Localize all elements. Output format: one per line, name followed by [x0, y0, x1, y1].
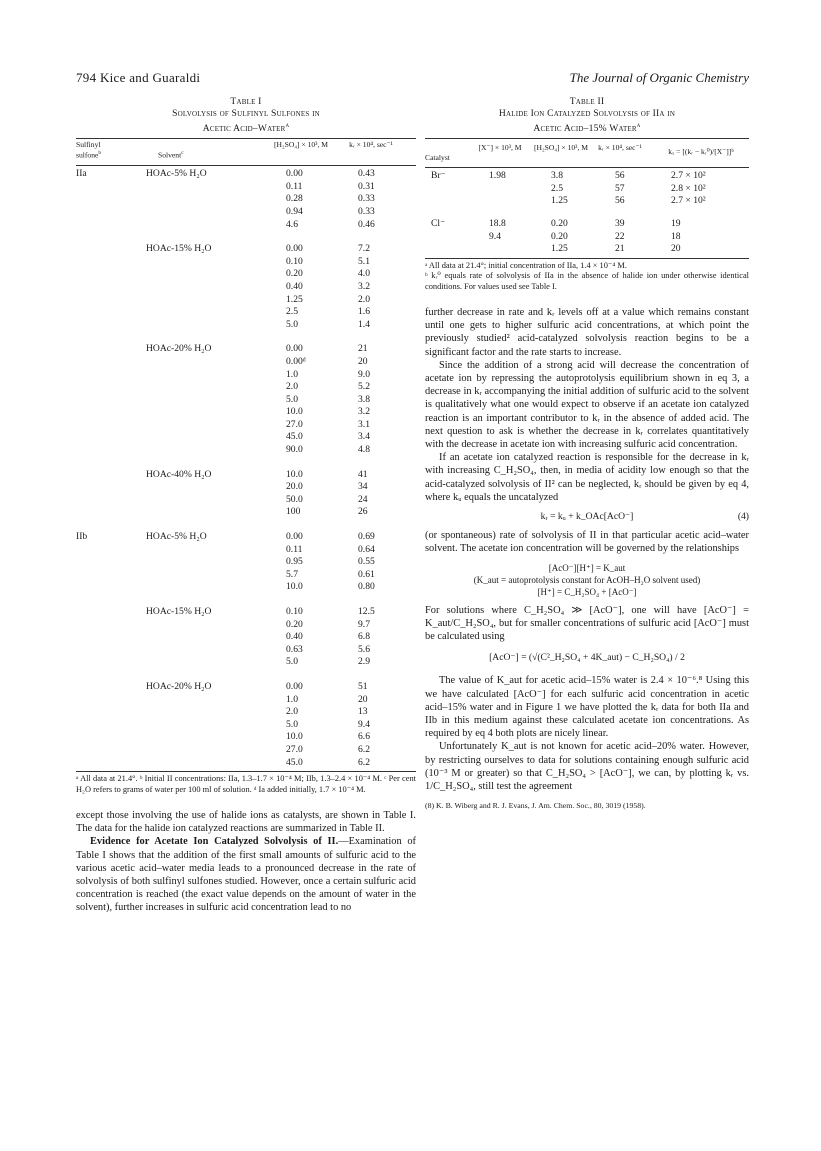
table1-cell-acid: 90.0: [286, 444, 303, 456]
table1-row: [76, 581, 416, 594]
right-paragraph-7: Unfortunately K_aut is not known for acetic acid–20% water. However, by restricting ourselves to data for solutions containing enough sulfuric acid (10⁻³ M or greater) so that C_H₂SO₄ > [AcO⁻], we can, by plotting kᵣ vs. 1/C_H₂SO₄, still test the agreement: [425, 741, 749, 793]
table1-cell-rate: 3.1: [358, 418, 370, 430]
right-paragraph-5: For solutions where C_H₂SO₄ ≫ [AcO⁻], one will have [AcO⁻] = K_aut/C_H₂SO₄, but for smaller concentrations of sulfuric acid [AcO⁻] must be calculated using: [425, 604, 749, 643]
table1-cell-acid: 0.11: [286, 180, 303, 192]
table1-cell-rate: 4.8: [358, 444, 370, 456]
table2-row: [425, 170, 749, 183]
table2-cell-rate: 56: [615, 195, 625, 207]
table1-header-solvent: Solvent: [158, 150, 182, 160]
table1-cell-acid: 10.0: [286, 581, 303, 593]
table1-cell-acid: 0.00ᵈ: [286, 355, 306, 367]
left-paragraph-2: —Examination of Table I shows that the addition of the first small amounts of sulfuric acid to the various acetic acid–water media leads to a pronounced decrease in the rate of solvolysis of both sulfinyl sulfones studied. However, once a certain sulfuric acid concentration is reached (the exact value depends on the amount of water in the solvent), further increases in sulfuric acid concentration lead to no: [76, 836, 417, 914]
table1-cell-acid: 20.0: [286, 481, 303, 493]
table1-cell-acid: 0.10: [286, 606, 303, 617]
table1-header-rule: [76, 165, 416, 166]
table1-cell-rate: 1.4: [358, 318, 370, 330]
table1-cell-acid: 50.0: [286, 493, 303, 505]
table2-cell-kx: 2.8 × 10²: [671, 182, 706, 194]
table1-row: [76, 681, 416, 694]
table2-cell-rate: 57: [615, 182, 625, 194]
table2-label: Table II: [569, 96, 605, 107]
table1-cell-rate: 0.69: [358, 531, 375, 543]
table1-row: [76, 181, 416, 194]
right-paragraph-2: Since the addition of a strong acid will decrease the concentration of acetate ion by repressing the autoprotolysis equilibrium shown in eq 3, a decrease in kᵣ accompanying the initial addition of sulfuric acid to the solvent is qualitatively what one would expect to observe if an acetate ion catalyzed reaction is an important contributor to kᵣ in the absence of added acid. The next question to ask is whether the decrease in kᵣ correlates quantitatively with the decrease in acetate ion with increasing sulfuric acid concentration.: [425, 359, 749, 450]
table1-cell-acid: 0.95: [286, 556, 303, 568]
table1-cell-rate: 0.46: [358, 218, 375, 230]
table1-cell-acid: 27.0: [286, 418, 303, 430]
table1-cell-acid: 0.00: [286, 243, 303, 255]
right-body-text: [425, 306, 749, 793]
table1-row: [76, 281, 416, 294]
table2-footnote-a: ᵃ All data at 21.4°; initial concentration of IIa, 1.4 × 10⁻⁴ M.: [425, 260, 627, 270]
table1-cell-rate: 13: [358, 706, 368, 718]
table1-title-line1: Solvolysis of Sulfinyl Sulfones in: [172, 108, 320, 119]
table1-cell-acid: 0.20: [286, 268, 303, 280]
table1-cell-acid: 0.00: [286, 343, 303, 355]
table2-header-rule: [425, 167, 749, 168]
section-heading: Evidence for Acetate Ion Catalyzed Solvolysis of II.: [90, 836, 339, 848]
table1-row: [76, 381, 416, 394]
equation-6: [AcO⁻] = (√(C²_H₂SO₄ + 4K_aut) − C_H₂SO₄) / 2: [489, 652, 685, 664]
table1-row: [76, 694, 416, 707]
table2-cell-x: 1.98: [489, 170, 506, 182]
table1-cell-acid: 2.0: [286, 706, 298, 718]
table1-cell-acid: 5.7: [286, 568, 298, 580]
table2-cell-x: 9.4: [489, 230, 501, 242]
table1-cell-rate: 51: [358, 680, 368, 692]
left-paragraph-1: except those involving the use of halide ions as catalysts, are shown in Table I. The data for the halide ion catalyzed reactions are summarized in Table II.: [76, 809, 416, 835]
table1-row: [76, 731, 416, 744]
table1-row: [76, 206, 416, 219]
table1-cell-solvent: HOAc-5% H₂O: [146, 168, 207, 180]
equation-4-body: kᵣ = kᵤ + k_OAc[AcO⁻]: [540, 511, 634, 523]
table1-row: [76, 744, 416, 757]
table1-cell-rate: 3.2: [358, 406, 370, 418]
table1-header-acid: [H₂SO₄] × 10³, M: [273, 140, 329, 150]
table1-cell-acid: 1.0: [286, 368, 298, 380]
equation-group-5: [425, 562, 749, 598]
table2-row: [425, 243, 749, 256]
table2-cell-acid: 1.25: [551, 243, 568, 255]
running-header-left: 794 Kice and Guaraldi: [76, 70, 201, 85]
table1-cell-rate: 0.31: [358, 180, 375, 192]
left-column: [76, 96, 416, 915]
table1-row: [76, 757, 416, 770]
table1-cell-acid: 10.0: [286, 406, 303, 418]
table1-cell-solvent: HOAc-40% H₂O: [146, 468, 212, 480]
table1-cell-acid: 1.25: [286, 293, 303, 305]
table2-header-kx: kₓ = [(kᵣ − kᵣ⁰)/[X⁻]]ᵇ: [668, 147, 734, 157]
table2-cell-acid: 0.20: [551, 230, 568, 242]
table1-cell-acid: 2.0: [286, 381, 298, 393]
table1-row: [76, 168, 416, 181]
table1-cell-rate: 0.61: [358, 568, 375, 580]
table1-cell-rate: 6.2: [358, 743, 370, 755]
table1-row: [76, 369, 416, 382]
table2-cell-rate: 39: [615, 217, 625, 229]
table2-row: [425, 183, 749, 196]
table1-cell-acid: 0.00: [286, 531, 303, 543]
table1-cell-rate: 24: [358, 493, 368, 505]
table1-cell-rate: 6.8: [358, 631, 370, 643]
table1-cell-acid: 0.40: [286, 631, 303, 643]
table1-cell-rate: 3.8: [358, 393, 370, 405]
table1-row: [76, 481, 416, 494]
table1-row: [76, 469, 416, 482]
table2-cell-kx: 19: [671, 217, 681, 229]
table1-cell-rate: 20: [358, 355, 368, 367]
table2-cell-catalyst: Br⁻: [431, 170, 446, 182]
table1-row: [76, 444, 416, 457]
table2-header-x: [X⁻] × 10³, M: [478, 143, 522, 153]
right-paragraph-1: further decrease in rate and kᵣ levels off at a value which remains constant until one gets to higher sulfuric acid concentrations, at which point the previously studied² acid-catalyzed solvolysis reaction begins to be a significant factor and the rate starts to increase.: [425, 306, 749, 358]
table1-row: [76, 719, 416, 732]
table1-cell-rate: 9.0: [358, 368, 370, 380]
table1-row: [76, 394, 416, 407]
table1-row: [76, 343, 416, 356]
table1-row: [76, 656, 416, 669]
table2-header: [425, 139, 749, 167]
table1-cell-acid: 0.00: [286, 168, 303, 180]
right-paragraph-3: If an acetate ion catalyzed reaction is responsible for the decrease in kᵣ with increasing C_H₂SO₄, then, in media of acidity low enough so that the acid-catalyzed solvolysis of II² can be neglected, kᵣ should be given by eq 4, where kᵤ equals the uncatalyzed: [425, 452, 749, 503]
table1-header-rate: kᵣ × 10⁴, sec⁻¹: [349, 140, 393, 150]
table1-cell-acid: 1.0: [286, 693, 298, 705]
table1-row: [76, 644, 416, 657]
table1-cell-rate: 41: [358, 468, 368, 480]
table1-cell-solvent: HOAc-20% H₂O: [146, 343, 212, 355]
table2-row: [425, 195, 749, 208]
table1-cell-solvent: HOAc-15% H₂O: [146, 606, 212, 617]
table2-cell-kx: 2.7 × 10²: [671, 195, 706, 207]
table1-row: [76, 243, 416, 256]
table1-cell-acid: 45.0: [286, 431, 303, 443]
table1-cell-acid: 27.0: [286, 743, 303, 755]
table1-row: [76, 256, 416, 269]
table2-row: [425, 231, 749, 244]
table1-cell-acid: 0.00: [286, 680, 303, 692]
table1-cell-rate: 4.0: [358, 268, 370, 280]
table1-row: [76, 706, 416, 719]
table1-cell-acid: 10.0: [286, 731, 303, 743]
table1-row: [76, 356, 416, 369]
table1-cell-acid: 100: [286, 506, 301, 518]
table1-cell-acid: 5.0: [286, 318, 298, 330]
table1-cell-rate: 2.9: [358, 656, 370, 668]
right-paragraph-4: (or spontaneous) rate of solvolysis of II in that particular acetic acid–water solvent. The acetate ion concentration will be governed by the relationships: [425, 530, 749, 555]
right-column: [425, 96, 749, 811]
table1-header-solvent-mark: c: [181, 150, 184, 157]
table1-row: [76, 219, 416, 232]
table1-row: [76, 544, 416, 557]
table1-header-sulfone: Sulfinyl sulfone: [76, 140, 101, 160]
table2-title-mark: a: [636, 122, 641, 129]
table1-row: [76, 506, 416, 519]
table2-header-acid: [H₂SO₄] × 10³, M: [533, 143, 589, 153]
table1-cell-acid: 0.28: [286, 193, 303, 205]
table1-cell-acid: 0.94: [286, 205, 303, 217]
table2-cell-catalyst: Cl⁻: [431, 217, 446, 229]
table1-cell-sulfone: IIa: [76, 168, 87, 180]
equation-4-number: (4): [737, 511, 749, 523]
table1-row: [76, 319, 416, 332]
table1-caption: [76, 96, 416, 135]
table2-row: [425, 218, 749, 231]
table1-cell-acid: 0.63: [286, 643, 303, 655]
table1-cell-acid: 0.10: [286, 255, 303, 267]
table1-footnote: ᵃ All data at 21.4°. ᵇ Initial II concentrations: IIa, 1.3–1.7 × 10⁻⁴ M; IIb, 1.3–2.4 × 10⁻⁴ M. ᶜ Per cent H₂O refers to grams of water per 100 ml of solution. ᵈ Ia added initially, 1.7 × 10⁻⁴ M.: [76, 774, 416, 794]
table1-cell-rate: 0.33: [358, 193, 375, 205]
table2-cell-acid: 0.20: [551, 217, 568, 229]
table1-row: [76, 494, 416, 507]
table1-title-mark: a: [285, 122, 290, 129]
table1-cell-rate: 20: [358, 693, 368, 705]
table1-cell-acid: 5.0: [286, 656, 298, 668]
table1-cell-rate: 3.2: [358, 280, 370, 292]
table2-bottom-rule: [425, 258, 749, 259]
table1-cell-sulfone: IIb: [76, 531, 88, 543]
table1-title-line2: Acetic Acid–Water: [202, 123, 286, 135]
equation-4: [425, 510, 749, 523]
table2-cell-kx: 18: [671, 230, 681, 242]
table1-row: [76, 431, 416, 444]
table1-row: [76, 306, 416, 319]
table2-title-line1: Halide Ion Catalyzed Solvolysis of IIa in: [498, 108, 676, 119]
table1-cell-rate: 7.2: [358, 243, 370, 255]
table1-cell-rate: 3.4: [358, 431, 370, 443]
table1-body: [76, 168, 416, 769]
table1-row: [76, 531, 416, 544]
table2-body: [425, 170, 749, 256]
table1-cell-rate: 9.7: [358, 618, 370, 630]
table1-cell-acid: 2.5: [286, 306, 298, 318]
table1-row: [76, 419, 416, 432]
table1-cell-rate: 2.0: [358, 293, 370, 305]
table1-row: [76, 556, 416, 569]
table1-header-sulfone-mark: b: [98, 150, 102, 157]
table1-cell-rate: 0.55: [358, 556, 375, 568]
table1-row: [76, 294, 416, 307]
table2-cell-rate: 22: [615, 230, 625, 242]
table1-cell-acid: 10.0: [286, 468, 303, 480]
table1-cell-rate: 0.64: [358, 543, 375, 555]
table1-row: [76, 606, 416, 619]
table1-cell-rate: 5.1: [358, 255, 370, 267]
table1-cell-solvent: HOAc-20% H₂O: [146, 680, 212, 692]
table1-header: [76, 139, 416, 165]
table1-row: [76, 631, 416, 644]
right-paragraph-6: The value of K_aut for acetic acid–15% water is 2.4 × 10⁻⁶.⁸ Using this we have calculated [AcO⁻] for each sulfuric acid concentration in acetic acid–15% water and in Figure 1 we have plotted the kᵣ data for both IIa and IIb in this medium against these calculated acetate ion concentrations. As required by eq 4 both plots are nicely linear.: [425, 675, 749, 740]
table2-cell-kx: 20: [671, 243, 681, 255]
table1-cell-solvent: HOAc-5% H₂O: [146, 531, 207, 543]
table1-cell-rate: 9.4: [358, 718, 370, 730]
table1-cell-acid: 0.20: [286, 618, 303, 630]
table2-header-rate: kᵣ × 10⁴, sec⁻¹: [598, 143, 642, 153]
table1-cell-acid: 0.11: [286, 543, 303, 555]
table1-cell-rate: 5.2: [358, 381, 370, 393]
equation-5c: [H⁺] = C_H₂SO₄ + [AcO⁻]: [537, 586, 637, 597]
table2-caption: [425, 96, 749, 135]
table2-cell-rate: 56: [615, 170, 625, 182]
table1-cell-rate: 21: [358, 343, 368, 355]
reference-8: (8) K. B. Wiberg and R. J. Evans, J. Am. Chem. Soc., 80, 3019 (1958).: [425, 801, 646, 811]
equation-5a: [AcO⁻][H⁺] = K_aut: [548, 562, 626, 573]
table1-cell-rate: 1.6: [358, 306, 370, 318]
running-header-right: The Journal of Organic Chemistry: [569, 70, 749, 85]
left-body-text: [76, 809, 416, 915]
table2-cell-x: 18.8: [489, 217, 506, 229]
equation-5b: (K_aut = autoprotolysis constant for AcOH–H₂O solvent used): [473, 574, 701, 585]
table1-cell-acid: 5.0: [286, 393, 298, 405]
table1-cell-solvent: HOAc-15% H₂O: [146, 243, 212, 255]
table1-cell-rate: 26: [358, 506, 368, 518]
table2-cell-acid: 2.5: [551, 182, 563, 194]
table1-cell-acid: 45.0: [286, 756, 303, 768]
table2-footnote-b: ᵇ kᵣ⁰ equals rate of solvolysis of IIa in the absence of halide ion under otherwise identical conditions. For values used see Table I.: [425, 271, 749, 291]
table1-cell-rate: 0.80: [358, 581, 375, 593]
table2-cell-acid: 1.25: [551, 195, 568, 207]
table1-cell-rate: 12.5: [358, 606, 375, 617]
table2-cell-kx: 2.7 × 10²: [671, 170, 706, 182]
table1-cell-rate: 34: [358, 481, 368, 493]
table1-bottom-rule: [76, 771, 416, 772]
table2-title-line2: Acetic Acid–15% Water: [533, 123, 637, 135]
table1-cell-acid: 0.40: [286, 280, 303, 292]
table1-label: Table I: [230, 96, 262, 107]
table1-cell-acid: 4.6: [286, 218, 298, 230]
table1-cell-acid: 5.0: [286, 718, 298, 730]
table1-row: [76, 268, 416, 281]
table2-cell-acid: 3.8: [551, 170, 563, 182]
table1-cell-rate: 0.33: [358, 205, 375, 217]
table2-cell-rate: 21: [615, 243, 625, 255]
table1-cell-rate: 5.6: [358, 643, 370, 655]
table1-row: [76, 569, 416, 582]
table1-row: [76, 406, 416, 419]
table1-row: [76, 193, 416, 206]
table1-cell-rate: 0.43: [358, 168, 375, 180]
table1-cell-rate: 6.2: [358, 756, 370, 768]
table1-cell-rate: 6.6: [358, 731, 370, 743]
table2-header-catalyst: Catalyst: [425, 153, 450, 163]
table1-row: [76, 619, 416, 632]
